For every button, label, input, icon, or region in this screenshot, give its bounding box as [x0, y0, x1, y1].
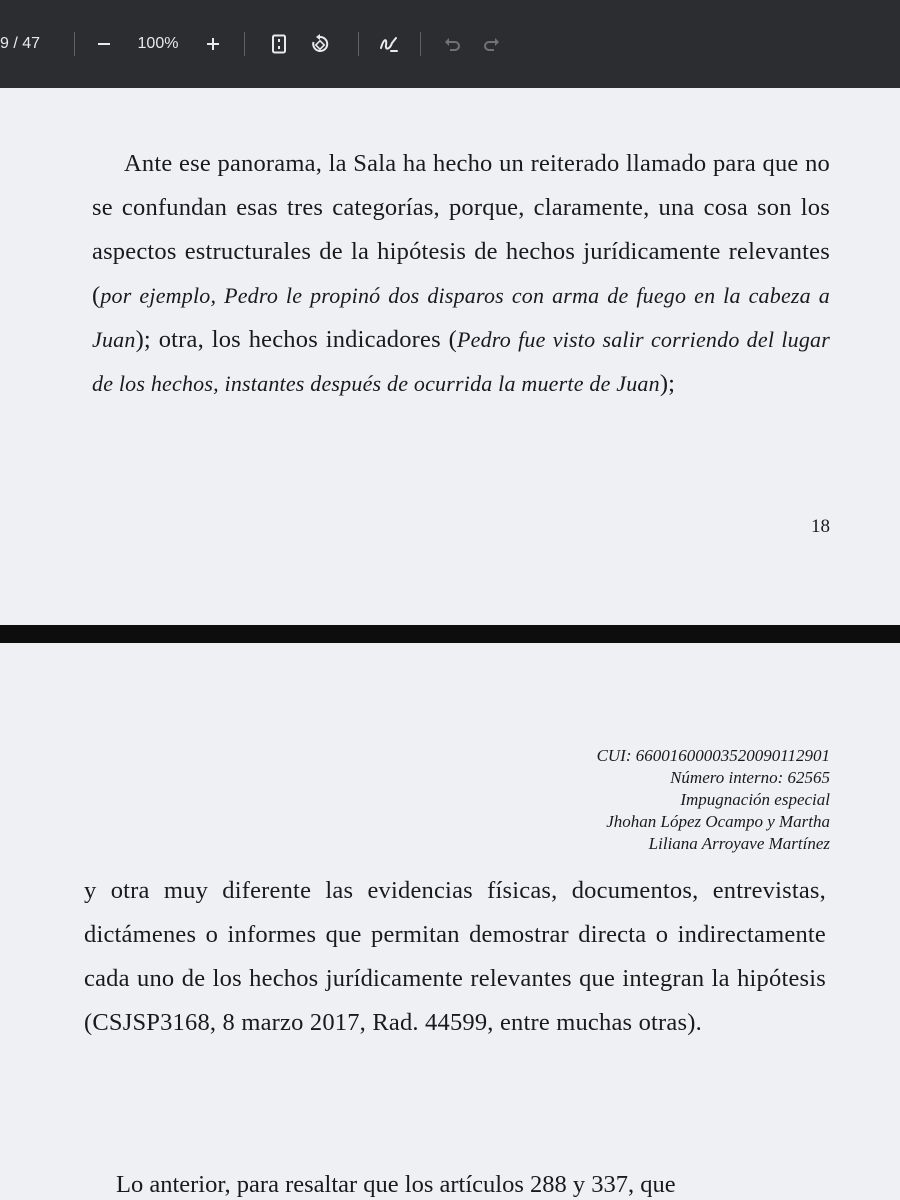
fit-page-button[interactable] [264, 28, 294, 60]
page-separator [0, 625, 900, 643]
pdf-toolbar [0, 0, 900, 88]
toolbar-divider [358, 32, 359, 56]
paragraph-text: ); [659, 370, 676, 397]
pen-annotate-icon [378, 33, 400, 55]
paragraph-text: ); otra, los hechos indicadores ( [135, 326, 457, 353]
toolbar-divider [420, 32, 421, 56]
partial-text-line: Lo anterior, para resaltar que los artículos 288 y 337, que [116, 1171, 676, 1198]
paragraph-text: Ante ese panorama, la Sala ha hecho un reiterado llamado para que no se confundan esas tres categorías, porque, claramente, una cosa son los aspectos estructurales de la hipótesis de hechos jurídicamente relevantes ( [92, 150, 830, 309]
rotate-button[interactable] [304, 28, 336, 60]
italic-example-text: Pedro fue visto salir corriendo del lugar de los hechos, instantes después de ocurrida la muerte de Juan [92, 327, 830, 396]
body-paragraph [92, 142, 830, 406]
zoom-level[interactable]: 100% [137, 35, 179, 52]
plus-icon [206, 37, 220, 51]
case-type: Impugnación especial [680, 790, 830, 809]
redo-button[interactable] [478, 28, 506, 60]
toolbar-divider [244, 32, 245, 56]
fit-page-icon [271, 34, 287, 54]
rotate-icon [309, 33, 331, 55]
minus-icon [97, 37, 111, 51]
annotate-button[interactable] [374, 28, 404, 60]
zoom-out-button[interactable] [90, 28, 118, 60]
case-header [597, 745, 830, 855]
body-paragraph: y otra muy diferente las evidencias físicas, documentos, entrevistas, dictámenes o informes que permitan demostrar directa o indirectamente cada uno de los hechos jurídicamente relevantes que integran la hipótesis (CSJSP3168, 8 marzo 2017, Rad. 44599, entre muchas otras). [84, 877, 826, 1036]
case-cui: CUI: 66001600003520090112901 [596, 746, 830, 765]
undo-icon [443, 35, 461, 53]
document-page [0, 60, 900, 625]
case-internal-number: Número interno: 62565 [670, 768, 830, 787]
page-indicator[interactable]: 9 / 47 [0, 35, 41, 52]
redo-icon [483, 35, 501, 53]
toolbar-divider [74, 32, 75, 56]
italic-example-text: por ejemplo, Pedro le propinó dos disparos con arma de fuego en la cabeza a Juan [92, 283, 830, 352]
case-parties: Jhohan López Ocampo y Martha [606, 812, 830, 831]
case-parties: Liliana Arroyave Martínez [648, 834, 830, 853]
undo-button[interactable] [438, 28, 466, 60]
document-page [0, 643, 900, 1200]
page-number: 18 [811, 516, 830, 537]
zoom-in-button[interactable] [199, 28, 227, 60]
